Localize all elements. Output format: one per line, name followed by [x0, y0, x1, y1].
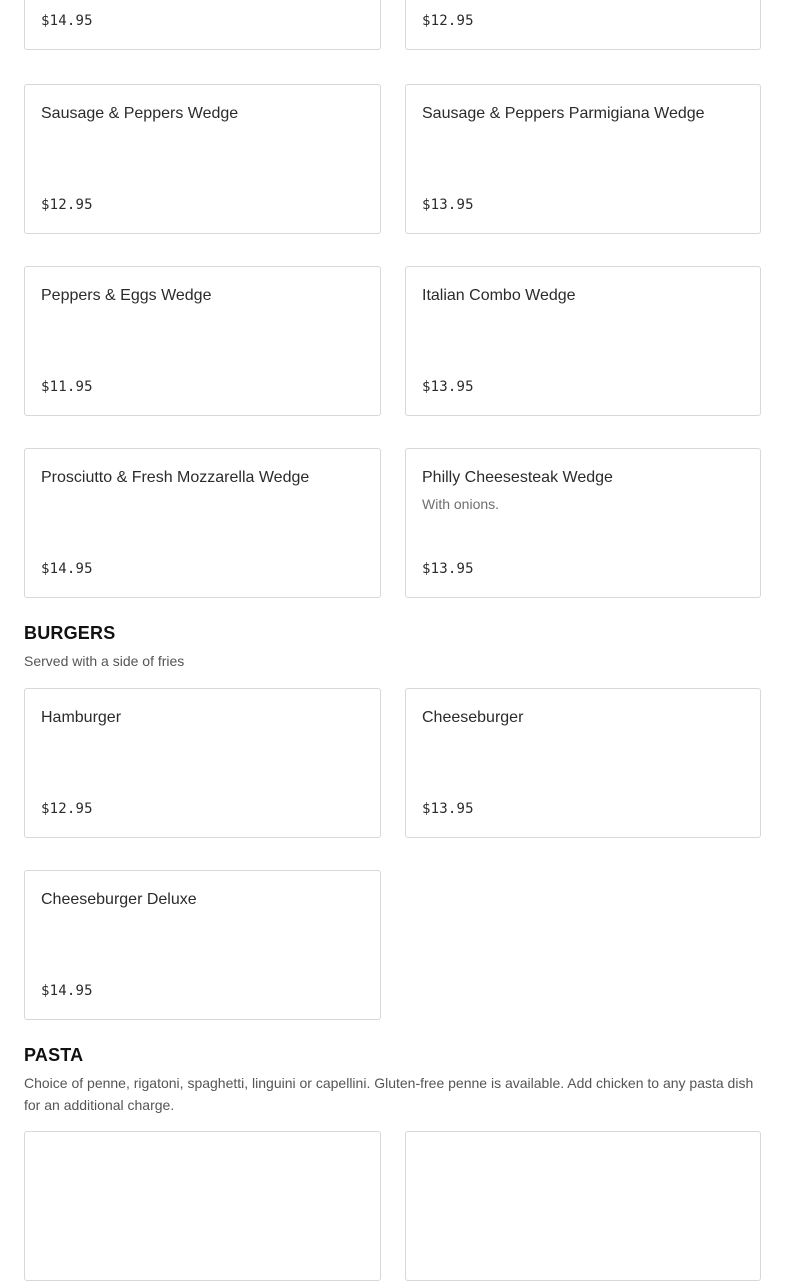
item-price: $11.95	[41, 379, 93, 395]
item-price: $14.95	[41, 561, 93, 577]
menu-item-card[interactable]	[405, 84, 761, 234]
menu-item-card[interactable]	[405, 688, 761, 838]
menu-item-card[interactable]	[405, 0, 761, 50]
menu-item-card[interactable]	[24, 870, 381, 1020]
item-price: $14.95	[41, 983, 93, 999]
item-name: Sausage & Peppers Wedge	[41, 105, 239, 122]
item-price: $14.95	[41, 13, 93, 29]
menu-item-card[interactable]	[405, 266, 761, 416]
item-name: Sausage & Peppers Parmigiana Wedge	[422, 105, 705, 122]
item-price: $12.95	[41, 801, 93, 817]
item-name: Philly Cheesesteak Wedge	[422, 469, 613, 486]
item-name: Cheeseburger Deluxe	[41, 891, 197, 908]
section-subtitle-burgers: Served with a side of fries	[24, 653, 185, 669]
item-price: $13.95	[422, 561, 474, 577]
menu-item-card[interactable]	[24, 688, 381, 838]
item-name: Italian Combo Wedge	[422, 287, 576, 304]
item-name: Cheeseburger	[422, 709, 524, 726]
menu-item-card[interactable]	[24, 1131, 381, 1281]
item-price: $12.95	[41, 197, 93, 213]
section-title-burgers: BURGERS	[24, 623, 116, 643]
item-price: $12.95	[422, 13, 474, 29]
menu-item-card[interactable]	[405, 1131, 761, 1281]
menu-item-card[interactable]	[24, 266, 381, 416]
item-description: With onions.	[422, 496, 500, 512]
menu-item-card[interactable]	[405, 448, 761, 598]
item-name: Hamburger	[41, 709, 122, 726]
item-price: $13.95	[422, 197, 474, 213]
menu-item-card[interactable]	[24, 448, 381, 598]
section-title-pasta: PASTA	[24, 1045, 84, 1065]
section-subtitle-pasta: Choice of penne, rigatoni, spaghetti, linguini or capellini. Gluten-free penne is available. Add chicken to any pasta dish for an additional charge.	[24, 1075, 754, 1113]
menu-item-card[interactable]	[24, 84, 381, 234]
item-price: $13.95	[422, 379, 474, 395]
item-name: Prosciutto & Fresh Mozzarella Wedge	[41, 469, 310, 486]
menu-item-card[interactable]	[24, 0, 381, 50]
item-price: $13.95	[422, 801, 474, 817]
item-name: Peppers & Eggs Wedge	[41, 287, 212, 304]
